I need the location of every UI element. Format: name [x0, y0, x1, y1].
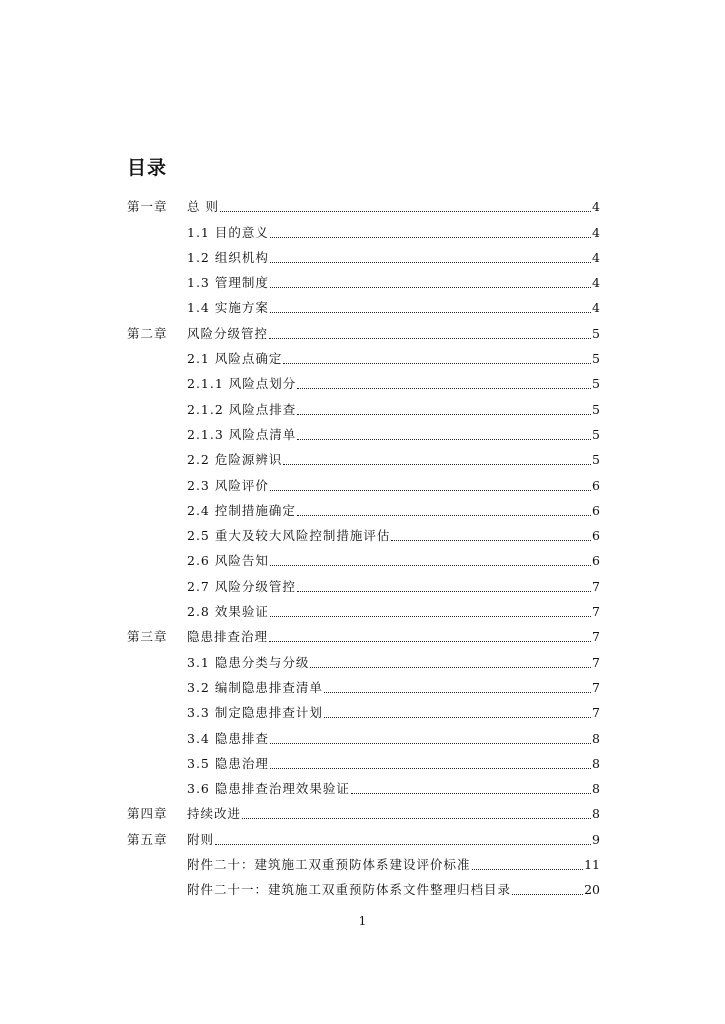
toc-dot-leader [270, 250, 591, 268]
toc-page-number: 11 [584, 857, 600, 873]
toc-entry-text: 2.1.3 风险点清单 [187, 426, 297, 442]
toc-entry-label [187, 275, 269, 293]
toc-entry-text: 2.7 风险分级管控 [187, 578, 296, 594]
toc-page-number: 8 [592, 806, 600, 822]
toc-page-number: 7 [592, 679, 600, 695]
toc-section-entry[interactable] [127, 445, 600, 470]
toc-section-entry[interactable] [127, 571, 600, 596]
toc-page-number: 5 [592, 351, 600, 367]
toc-entry-label [187, 781, 350, 799]
toc-dot-leader [283, 351, 591, 369]
toc-entry-label [187, 579, 296, 597]
toc-dot-leader [270, 756, 591, 774]
toc-entry-label [187, 427, 296, 445]
toc-page-number: 8 [592, 755, 600, 771]
toc-page-number: 4 [592, 199, 600, 215]
toc-dot-leader [270, 553, 591, 571]
toc-entry-text: 3.1 隐患分类与分级 [187, 654, 310, 670]
toc-entry-label [127, 199, 219, 217]
toc-chapter-entry[interactable] [127, 192, 600, 217]
toc-page-number: 7 [592, 629, 600, 645]
toc-entry-text: 2.6 风险告知 [187, 553, 269, 569]
toc-chapter-number: 第一章 [127, 199, 168, 215]
toc-section-entry[interactable] [127, 698, 600, 723]
toc-chapter-number: 第四章 [127, 806, 168, 822]
toc-dot-leader [242, 806, 591, 824]
page-number: 1 [358, 914, 367, 928]
toc-entry-label [127, 629, 268, 647]
toc-chapter-number: 第五章 [127, 831, 168, 847]
toc-page-number: 6 [592, 553, 600, 569]
toc-page-number: 6 [592, 502, 600, 518]
toc-entry-text: 附件二十：建筑施工双重预防体系建设评价标准 [187, 857, 471, 873]
toc-dot-leader [270, 478, 591, 496]
toc-entry-text: 2.2 危险源辨识 [187, 452, 283, 468]
toc-dot-leader [297, 427, 591, 445]
toc-dot-leader [351, 781, 591, 799]
toc-entry-text: 总 则 [187, 199, 219, 215]
toc-dot-leader [297, 376, 591, 394]
toc-page-number: 4 [592, 224, 600, 240]
toc-entry-label [187, 604, 269, 622]
toc-dot-leader [472, 857, 584, 875]
toc-entry-label [187, 528, 390, 546]
toc-section-entry[interactable] [127, 394, 600, 419]
toc-page-number: 9 [592, 831, 600, 847]
toc-page-number: 8 [592, 781, 600, 797]
toc-dot-leader [270, 731, 591, 749]
toc-chapter-entry[interactable] [127, 799, 600, 824]
toc-entry-text: 1.3 管理制度 [187, 275, 269, 291]
toc-entry-label [187, 452, 282, 470]
toc-page-number: 6 [592, 528, 600, 544]
toc-dot-leader [270, 275, 591, 293]
toc-section-entry[interactable] [127, 470, 600, 495]
toc-entry-text: 2.8 效果验证 [187, 604, 269, 620]
toc-page-number: 8 [592, 730, 600, 746]
toc-entry-label [187, 376, 296, 394]
toc-entry-text: 2.1.2 风险点排查 [187, 401, 297, 417]
toc-page-number: 7 [592, 654, 600, 670]
toc-section-entry[interactable] [127, 749, 600, 774]
toc-dot-leader [297, 503, 591, 521]
toc-dot-leader [310, 655, 591, 673]
toc-entry-text: 3.2 编制隐患排查清单 [187, 679, 323, 695]
toc-page-number: 7 [592, 578, 600, 594]
toc-entry-label [127, 326, 268, 344]
toc-entry-text: 隐患排查治理 [187, 629, 269, 645]
toc-section-entry[interactable] [127, 850, 600, 875]
toc-entry-text: 3.3 制定隐患排查计划 [187, 705, 323, 721]
toc-dot-leader [270, 604, 591, 622]
toc-chapter-entry[interactable] [127, 622, 600, 647]
toc-dot-leader [270, 300, 591, 318]
toc-section-entry[interactable] [127, 723, 600, 748]
toc-entry-text: 2.5 重大及较大风险控制措施评估 [187, 528, 391, 544]
toc-entry-text: 持续改进 [187, 806, 242, 822]
toc-section-entry[interactable] [127, 420, 600, 445]
toc-chapter-entry[interactable] [127, 824, 600, 849]
toc-entry-label [187, 225, 269, 243]
toc-title: 目录 [127, 157, 168, 179]
toc-dot-leader [297, 579, 591, 597]
toc-page-number: 5 [592, 452, 600, 468]
toc-dot-leader [283, 452, 591, 470]
toc-dot-leader [297, 402, 591, 420]
toc-page-number: 4 [592, 249, 600, 265]
toc-dot-leader [512, 882, 583, 900]
toc-entry-label [187, 402, 296, 420]
toc-chapter-number: 第三章 [127, 629, 168, 645]
toc-entry-label [187, 478, 269, 496]
toc-entry-text: 1.4 实施方案 [187, 300, 269, 316]
toc-page-number: 4 [592, 275, 600, 291]
toc-entry-text: 3.5 隐患治理 [187, 755, 269, 771]
toc-section-entry[interactable] [127, 293, 600, 318]
toc-entry-text: 3.6 隐患排查治理效果验证 [187, 781, 350, 797]
toc-section-entry[interactable] [127, 243, 600, 268]
toc-section-entry[interactable] [127, 369, 600, 394]
toc-dot-leader [220, 199, 591, 217]
toc-dot-leader [324, 680, 591, 698]
toc-dot-leader [270, 225, 591, 243]
toc-page-number: 6 [592, 477, 600, 493]
toc-entry-label [127, 832, 214, 850]
toc-section-entry[interactable] [127, 774, 600, 799]
toc-page-number: 5 [592, 401, 600, 417]
toc-section-entry[interactable] [127, 496, 600, 521]
toc-section-entry[interactable] [127, 875, 600, 900]
toc-dot-leader [269, 629, 591, 647]
toc-section-entry[interactable] [127, 673, 600, 698]
toc-entry-label [187, 857, 471, 875]
toc-entry-label [187, 655, 309, 673]
toc-entry-text: 2.1 风险点确定 [187, 351, 283, 367]
toc-entry-label [187, 503, 296, 521]
toc-entry-text: 3.4 隐患排查 [187, 730, 269, 746]
toc-page-number: 4 [592, 300, 600, 316]
toc-section-entry[interactable] [127, 217, 600, 242]
toc-entry-text: 1.2 组织机构 [187, 249, 269, 265]
toc-entry-text: 2.1.1 风险点划分 [187, 376, 297, 392]
toc-section-entry[interactable] [127, 647, 600, 672]
toc-page-number: 5 [592, 376, 600, 392]
toc-entry-label [187, 882, 511, 900]
toc-section-entry[interactable] [127, 268, 600, 293]
toc-entry-label [187, 731, 269, 749]
toc-entry-label [187, 756, 269, 774]
toc-chapter-entry[interactable] [127, 318, 600, 343]
toc-entry-text: 风险分级管控 [187, 325, 269, 341]
toc-entry-label [187, 553, 269, 571]
table-of-contents [127, 192, 600, 900]
toc-entry-label [187, 705, 323, 723]
toc-dot-leader [391, 528, 591, 546]
toc-page-number: 7 [592, 604, 600, 620]
toc-section-entry[interactable] [127, 344, 600, 369]
toc-section-entry[interactable] [127, 546, 600, 571]
toc-entry-label [127, 806, 241, 824]
toc-entry-text: 2.4 控制措施确定 [187, 502, 296, 518]
toc-section-entry[interactable] [127, 521, 600, 546]
toc-entry-text: 1.1 目的意义 [187, 224, 269, 240]
toc-section-entry[interactable] [127, 597, 600, 622]
toc-entry-text: 2.3 风险评价 [187, 477, 269, 493]
toc-dot-leader [269, 326, 591, 344]
toc-entry-label [187, 680, 323, 698]
toc-page-number: 20 [584, 882, 600, 898]
toc-entry-text: 附则 [187, 831, 215, 847]
toc-page-number: 7 [592, 705, 600, 721]
toc-entry-text: 附件二十一：建筑施工双重预防体系文件整理归档目录 [187, 882, 512, 898]
toc-page-number: 5 [592, 325, 600, 341]
toc-entry-label [187, 300, 269, 318]
toc-entry-label [187, 351, 282, 369]
toc-page-number: 5 [592, 426, 600, 442]
toc-entry-label [187, 250, 269, 268]
toc-dot-leader [215, 832, 591, 850]
toc-chapter-number: 第二章 [127, 325, 168, 341]
toc-dot-leader [324, 705, 591, 723]
